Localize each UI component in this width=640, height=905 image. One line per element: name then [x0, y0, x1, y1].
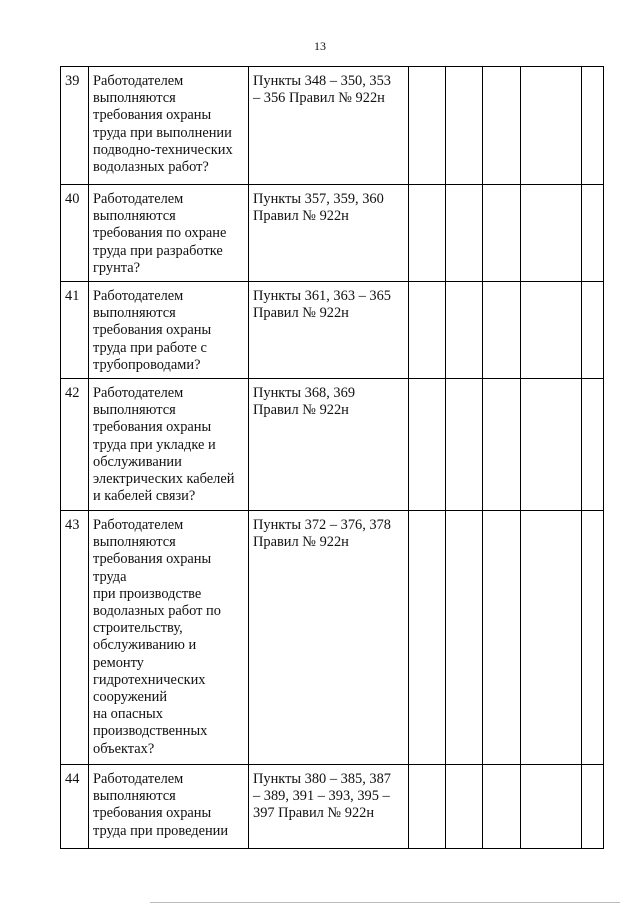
note-cell: [521, 765, 582, 849]
answer-na-cell: [483, 765, 521, 849]
table-row: [61, 765, 604, 849]
answer-no-cell: [446, 282, 483, 379]
legal-reference: Пункты 380 – 385, 387 – 389, 391 – 393, 395 – 397 Правил № 922н: [249, 765, 409, 849]
row-number: 42: [61, 379, 89, 511]
note-cell: [521, 67, 582, 185]
answer-no-cell: [446, 185, 483, 282]
table-row: [61, 511, 604, 765]
requirement-question: Работодателем выполняются требования охраны труда при выполнении подводно-технических водолазных работ?: [89, 67, 249, 185]
requirement-question: Работодателем выполняются требования охраны труда при укладке и обслуживании электрических кабелей и кабелей связи?: [89, 379, 249, 511]
answer-yes-cell: [409, 185, 446, 282]
table-row: [61, 67, 604, 185]
requirement-question: Работодателем выполняются требования по охране труда при разработке грунта?: [89, 185, 249, 282]
note-cell: [521, 379, 582, 511]
answer-na-cell: [483, 67, 521, 185]
extra-cell: [582, 511, 604, 765]
answer-na-cell: [483, 185, 521, 282]
legal-reference: Пункты 361, 363 – 365 Правил № 922н: [249, 282, 409, 379]
answer-yes-cell: [409, 765, 446, 849]
answer-yes-cell: [409, 511, 446, 765]
checklist-table: [60, 66, 604, 849]
answer-no-cell: [446, 511, 483, 765]
answer-yes-cell: [409, 282, 446, 379]
table-row: [61, 282, 604, 379]
answer-yes-cell: [409, 379, 446, 511]
row-number: 39: [61, 67, 89, 185]
answer-na-cell: [483, 282, 521, 379]
extra-cell: [582, 67, 604, 185]
note-cell: [521, 185, 582, 282]
answer-no-cell: [446, 67, 483, 185]
answer-na-cell: [483, 511, 521, 765]
row-number: 44: [61, 765, 89, 849]
answer-no-cell: [446, 379, 483, 511]
requirement-question: Работодателем выполняются требования охраны труда при работе с трубопроводами?: [89, 282, 249, 379]
legal-reference: Пункты 357, 359, 360 Правил № 922н: [249, 185, 409, 282]
requirement-question: Работодателем выполняются требования охраны труда при производстве водолазных работ по строительству, обслуживанию и ремонту гидротехнических сооружений на опасных производственных объектах?: [89, 511, 249, 765]
legal-reference: Пункты 348 – 350, 353 – 356 Правил № 922н: [249, 67, 409, 185]
row-number: 41: [61, 282, 89, 379]
table-row: [61, 379, 604, 511]
page-number: 13: [314, 39, 326, 53]
legal-reference: Пункты 368, 369 Правил № 922н: [249, 379, 409, 511]
row-number: 43: [61, 511, 89, 765]
answer-yes-cell: [409, 67, 446, 185]
requirement-question: Работодателем выполняются требования охраны труда при проведении: [89, 765, 249, 849]
note-cell: [521, 511, 582, 765]
answer-na-cell: [483, 379, 521, 511]
scan-edge-line: [150, 902, 620, 903]
extra-cell: [582, 379, 604, 511]
note-cell: [521, 282, 582, 379]
extra-cell: [582, 765, 604, 849]
extra-cell: [582, 185, 604, 282]
legal-reference: Пункты 372 – 376, 378 Правил № 922н: [249, 511, 409, 765]
table-row: [61, 185, 604, 282]
extra-cell: [582, 282, 604, 379]
row-number: 40: [61, 185, 89, 282]
answer-no-cell: [446, 765, 483, 849]
